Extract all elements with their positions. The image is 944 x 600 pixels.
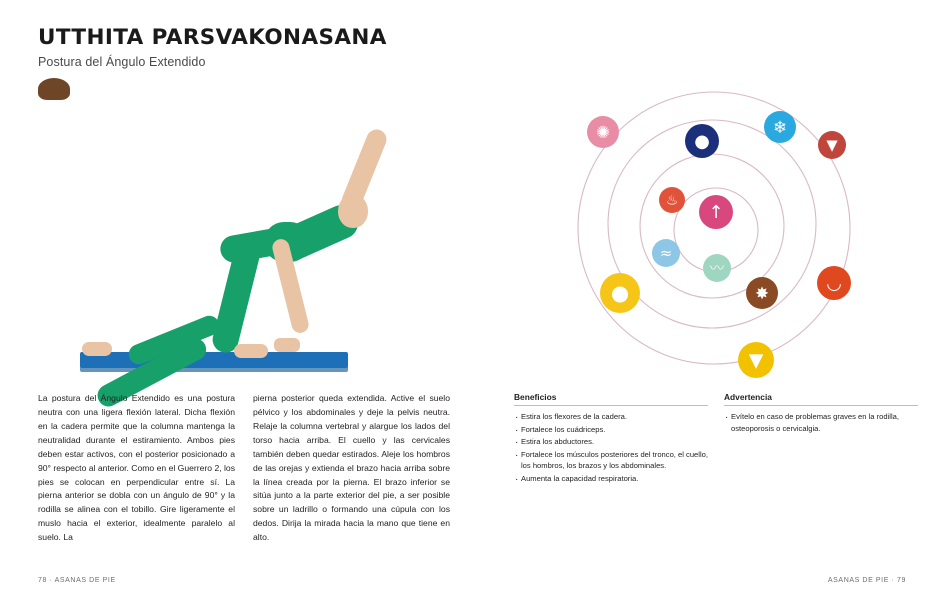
chakra-orbit-diagram bbox=[484, 40, 932, 380]
benefits-title: Beneficios bbox=[514, 392, 557, 402]
arrow-up-icon: ↑ bbox=[708, 202, 724, 224]
back-foot bbox=[82, 342, 112, 356]
warning-title: Advertencia bbox=[724, 392, 772, 402]
benefit-item: · Fortalece los músculos posteriores del tronco, el cuello, los hombros, los brazos y los abdominales. bbox=[514, 449, 708, 472]
body-column-2: pierna posterior queda extendida. Active el suelo pélvico y los abdominales y deje la pelvis neutra. Relaje la columna vertebral y alargue los lados del torso hacia arriba. El cuello y las cervicales también deben quedar estirados. Aleje los hombros de las orejas y extienda el brazo hacia arriba sobre la línea creada por la pierna. El brazo inferior se sitúa junto a la parte exterior del pie, a ser posible sobre un ladrillo o formando una cúpula con los dedos. Dirija la mirada hacia la mano que tiene en alto. bbox=[253, 393, 450, 543]
footer-left: 78 · ASANAS DE PIE bbox=[38, 577, 116, 584]
wave-icon: 〰 bbox=[709, 260, 725, 278]
water-drop-icon: ≈ bbox=[659, 245, 673, 263]
circle-dot-icon: ● bbox=[694, 131, 710, 153]
benefit-item: · Fortalece los cuádriceps. bbox=[514, 424, 708, 436]
benefit-item: · Estira los flexores de la cadera. bbox=[514, 411, 708, 423]
node-yellow-sun bbox=[600, 273, 640, 313]
node-wave-green bbox=[703, 254, 731, 282]
benefit-item: · Aumenta la capacidad respiratoria. bbox=[514, 473, 708, 485]
front-foot bbox=[234, 344, 268, 358]
snowflake-icon: ❄ bbox=[772, 116, 788, 137]
diagram-svg bbox=[484, 40, 932, 380]
title-block bbox=[38, 26, 458, 69]
diagram-nodes bbox=[587, 111, 851, 378]
triangle-down-icon: ▼ bbox=[748, 349, 764, 372]
yoga-mat bbox=[80, 352, 348, 368]
footer-right: ASANAS DE PIE · 79 bbox=[827, 577, 906, 584]
flame-icon: ♨ bbox=[665, 192, 679, 209]
warning-list bbox=[724, 411, 918, 434]
benefits-divider bbox=[514, 405, 708, 406]
flower-icon: ✺ bbox=[595, 121, 611, 142]
page-bottom-rule bbox=[0, 596, 944, 600]
benefits-list bbox=[514, 411, 708, 484]
node-moon-orange bbox=[817, 266, 851, 300]
right-page bbox=[472, 0, 944, 600]
body-text bbox=[38, 392, 450, 545]
page-subtitle: Postura del Ángulo Extendido bbox=[38, 54, 206, 69]
benefit-item: · Estira los abductores. bbox=[514, 436, 708, 448]
node-triangle-down-red bbox=[818, 131, 846, 159]
node-snowflake bbox=[764, 111, 796, 143]
head bbox=[338, 194, 368, 228]
node-flame bbox=[659, 187, 685, 213]
node-water-blue bbox=[652, 239, 680, 267]
pose-photo bbox=[38, 78, 450, 378]
node-yellow-triangle bbox=[738, 342, 774, 378]
hair bbox=[38, 78, 70, 100]
node-navy-dot bbox=[685, 124, 719, 158]
body-column-1: La postura del Ángulo Extendido es una postura neutra con una ligera flexión lateral. Dicha flexión en la cadera permite que la columna mantenga la neutralidad durante el estiramiento. Ambos pies deben estar activos, con el posterior posicionado a 90° respecto al anterior. Como en el Guerrero 2, los pies se colocan en perpendicular entre sí. La pierna anterior se dobla con un ángulo de 90° y la rodilla se alinea con el tobillo. Gire ligeramente el muslo hacia el exterior, idealmente paralelo al suelo. La bbox=[38, 393, 235, 543]
star-burst-icon: ✸ bbox=[754, 282, 770, 303]
sun-circle-icon: ● bbox=[610, 281, 630, 306]
warning-column bbox=[724, 392, 918, 485]
lower-hand bbox=[274, 338, 300, 352]
warning-item: · Evítelo en caso de problemas graves en la rodilla, osteoporosis o cervicalgia. bbox=[724, 411, 918, 434]
node-pink-flower bbox=[587, 116, 619, 148]
page-title: UTTHITA PARSVAKONASANA bbox=[38, 25, 387, 50]
yoga-figure-illustration bbox=[38, 78, 450, 378]
benefits-column bbox=[514, 392, 708, 485]
node-brown-star bbox=[746, 277, 778, 309]
benefits-area bbox=[514, 392, 918, 485]
node-center-arrow-up bbox=[699, 195, 733, 229]
triangle-down-icon: ▼ bbox=[826, 137, 838, 155]
warning-divider bbox=[724, 405, 918, 406]
crescent-icon: ◡ bbox=[826, 273, 842, 295]
